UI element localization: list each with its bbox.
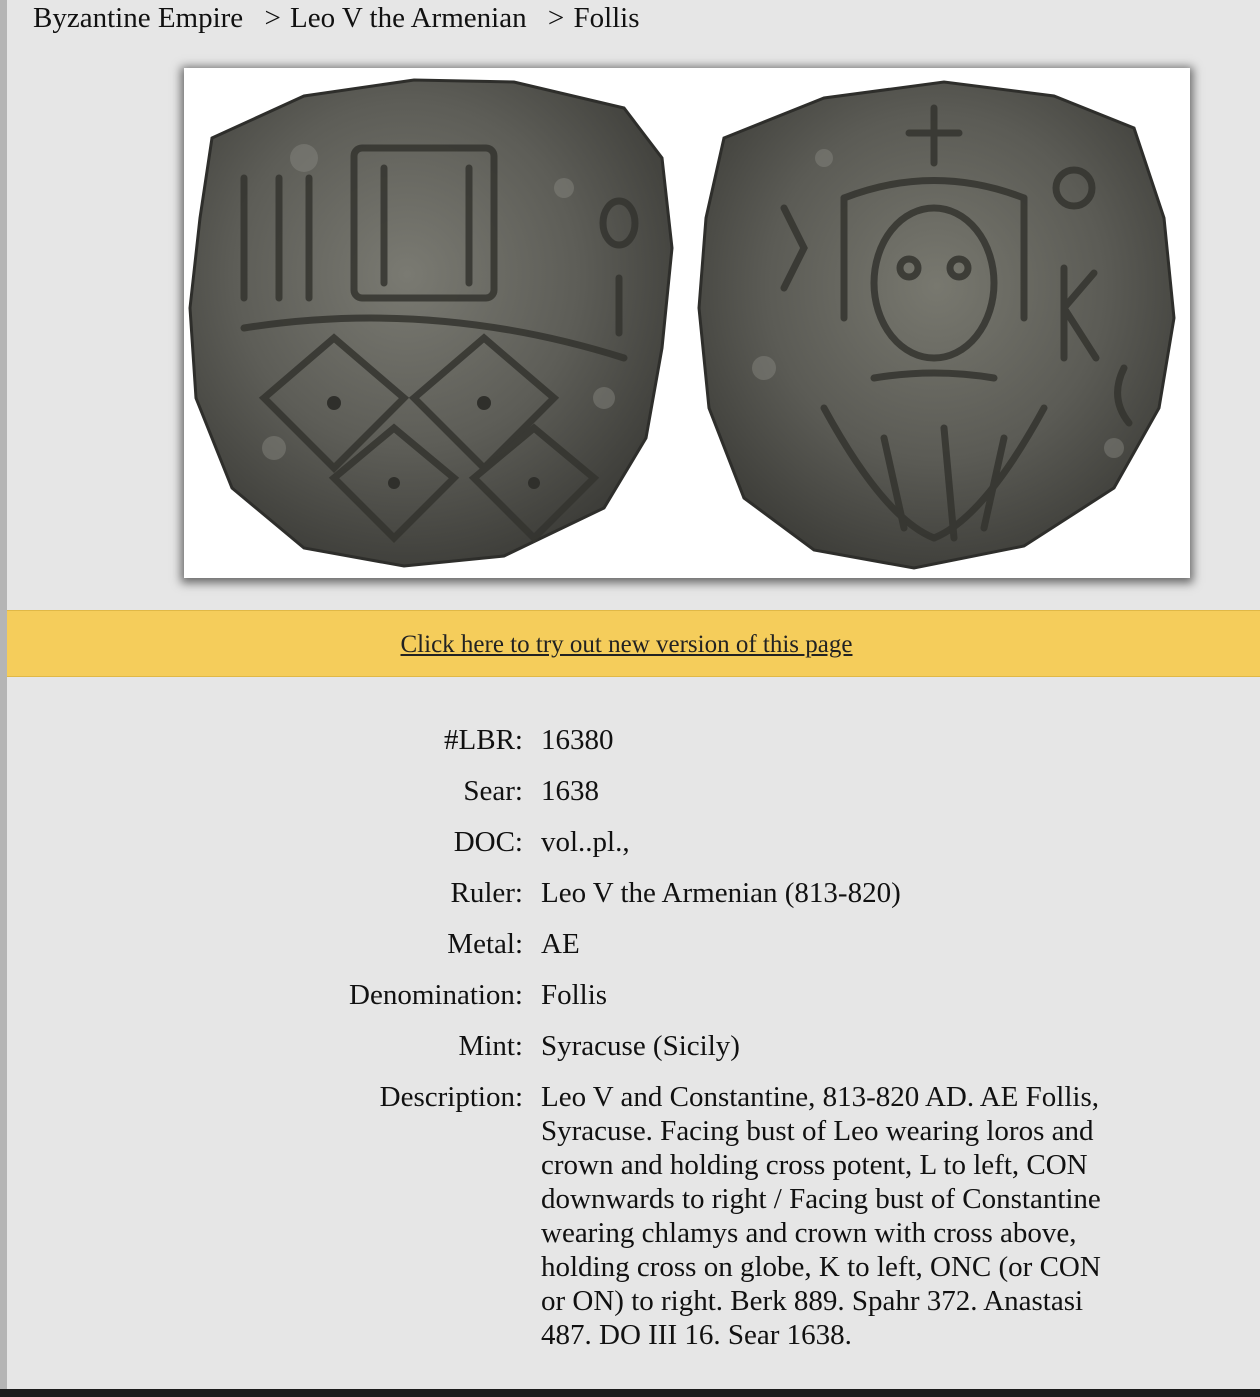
coin-photo[interactable] (184, 68, 1190, 578)
detail-row-metal (0, 927, 1260, 961)
detail-label: Denomination: (349, 979, 523, 1011)
detail-label: Metal: (447, 928, 523, 960)
detail-row-ruler (0, 876, 1260, 910)
detail-row-mint (0, 1029, 1260, 1063)
detail-value: Leo V the Armenian (813-820) (541, 877, 901, 909)
coin-obverse (190, 80, 672, 566)
window-bottom-edge (0, 1389, 1260, 1397)
new-version-link[interactable]: Click here to try out new version of this page (400, 630, 853, 658)
breadcrumb-separator: > (547, 2, 565, 34)
detail-value: Follis (541, 979, 608, 1011)
detail-row-denomination (0, 978, 1260, 1012)
detail-row-lbr (0, 723, 1260, 757)
description-text: Leo V and Constantine, 813-820 AD. AE Follis, Syracuse. Facing bust of Leo wearing loros and crown and holding cross potent, L to left, CON downwards to right / Facing bust of Constantine wearing chlamys and crown with cross above, holding cross on globe, K to left, ONC (or CON or ON) to right. Berk 889. Spahr 372. Anastasi 487. DO III 16. Sear 1638. (541, 1081, 1101, 1351)
breadcrumb-item-ruler[interactable]: Leo V the Armenian (290, 2, 527, 34)
detail-value: AE (541, 928, 580, 960)
breadcrumb-item-empire[interactable]: Byzantine Empire (33, 2, 244, 34)
detail-value: vol..pl., (541, 826, 630, 858)
coin-reverse (699, 82, 1174, 568)
detail-label: Ruler: (450, 877, 523, 909)
detail-row-doc (0, 825, 1260, 859)
coin-details (0, 723, 1260, 1369)
detail-row-description (0, 1080, 1260, 1352)
new-version-banner (7, 610, 1260, 677)
breadcrumb-item-denomination: Follis (573, 2, 640, 34)
detail-label: Sear: (463, 775, 523, 807)
detail-label: Description: (379, 1081, 523, 1113)
detail-value: 1638 (541, 775, 599, 807)
detail-label: #LBR: (444, 724, 523, 756)
breadcrumb-separator: > (264, 2, 281, 34)
detail-label: Mint: (458, 1030, 523, 1062)
breadcrumb (33, 2, 640, 35)
detail-label: DOC: (453, 826, 523, 858)
detail-value: 16380 (541, 724, 614, 756)
detail-value: Syracuse (Sicily) (541, 1030, 740, 1062)
detail-row-sear (0, 774, 1260, 808)
